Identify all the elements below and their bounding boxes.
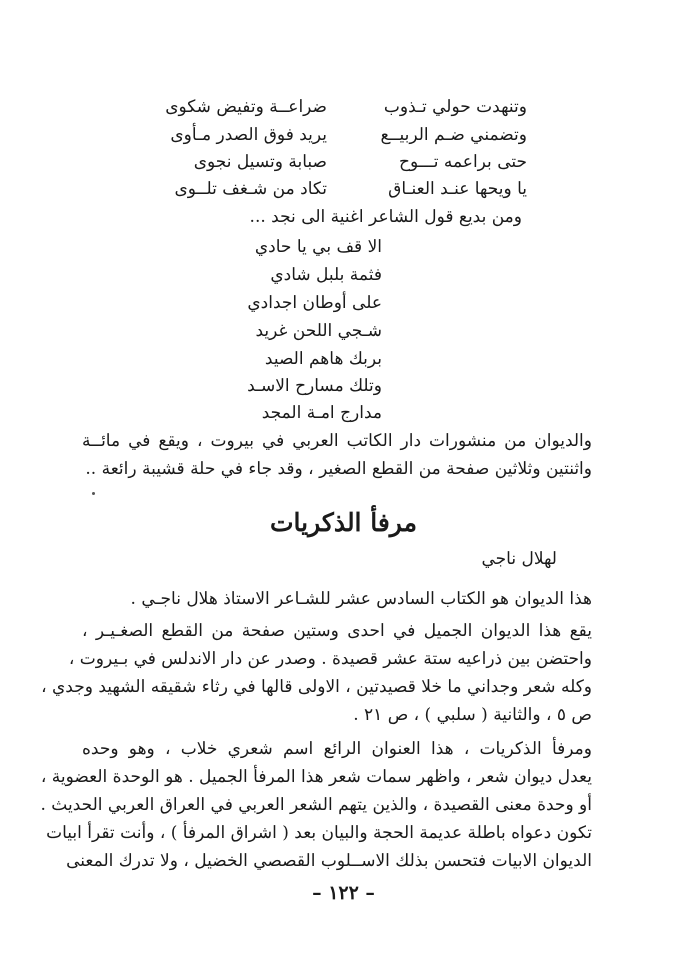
poem-line-7: مدارج امـة المجد: [261, 403, 382, 423]
para4-line-5: الديوان الابيات فتحسن بذلك الاســلوب القصصي الخضيل ، ولا تدرك المعنى: [66, 851, 592, 871]
para1-line-2: واثنتين وثلاثين صفحة من القطع الصغير ، وقد جاء في حلة قشيبة رائعة ..: [85, 459, 592, 479]
section-heading: مرفأ الذكريات: [270, 508, 417, 537]
verse-left-4: تكاد من شـغف تلــوى: [174, 179, 327, 199]
verse-left-3: صبابة وتسيل نجوى: [193, 152, 327, 172]
para4-line-3: أو وحدة معنى القصيدة ، والذين يتهم الشعر العربي في العراق العربي الحديث .: [40, 795, 592, 815]
poem-line-1: الا قف بي يا حادي: [254, 237, 382, 257]
verse-left-2: يريد فوق الصدر مـأوى: [170, 125, 327, 145]
poem-line-2: فثمة بلبل شادي: [270, 265, 382, 285]
ink-dot: [92, 492, 95, 495]
intro-line: ومن بديع قول الشاعر اغنية الى نجد ...: [249, 207, 522, 227]
poem-line-4: شـجي اللحن غريد: [255, 321, 382, 341]
poem-line-3: على أوطان اجدادي: [247, 293, 382, 313]
verse-right-4: يا ويحها عنـد العنـاق: [388, 179, 527, 199]
verse-left-1: ضراعــة وتفيض شكوى: [165, 97, 327, 117]
para4-line-1: ومرفأ الذكريات ، هذا العنوان الرائع اسم شعري خلاب ، وهو وحده: [82, 739, 592, 759]
poem-line-6: وتلك مسارح الاسـد: [247, 376, 382, 396]
para3-line-2: واحتضن بين ذراعيه ستة عشر قصيدة . وصدر عن دار الاندلس في بـيروت ،: [68, 649, 592, 669]
author-name: لهلال ناجي: [481, 549, 557, 569]
verse-right-3: حتى براعمه تـــوح: [399, 152, 527, 172]
para1-line-1: والديوان من منشورات دار الكاتب العربي في بيروت ، ويقع في مائــة: [82, 431, 592, 451]
page-number: – ١٢٢ –: [312, 882, 375, 904]
para3-line-4: ص ٥ ، والثانية ( سلبي ) ، ص ٢١ .: [353, 705, 592, 725]
verse-right-2: وتضمني ضـم الربيــع: [380, 125, 527, 145]
para3-line-1: يقع هذا الديوان الجميل في احدى وستين صفحة من القطع الصغـيـر ،: [82, 621, 592, 641]
para4-line-4: تكون دعواه باطلة عديمة الحجة والبيان بعد ( اشراق المرفأ ) ، وأنت تقرأ ابيات: [46, 823, 592, 843]
para4-line-2: يعدل ديوان شعر ، واظهر سمات شعر هذا المرفأ الجميل . هو الوحدة العضوية ،: [40, 767, 592, 787]
para2-line-1: هذا الديوان هو الكتاب السادس عشر للشـاعر الاستاذ هلال ناجـي .: [130, 589, 592, 609]
para3-line-3: وكله شعر وجداني ما خلا قصيدتين ، الاولى قالها في رثاء شقيقه الشهيد وجدي ،: [41, 677, 592, 697]
poem-line-5: بربك هاهم الصيد: [264, 349, 382, 369]
verse-right-1: وتنهدت حولي تـذوب: [383, 97, 527, 117]
